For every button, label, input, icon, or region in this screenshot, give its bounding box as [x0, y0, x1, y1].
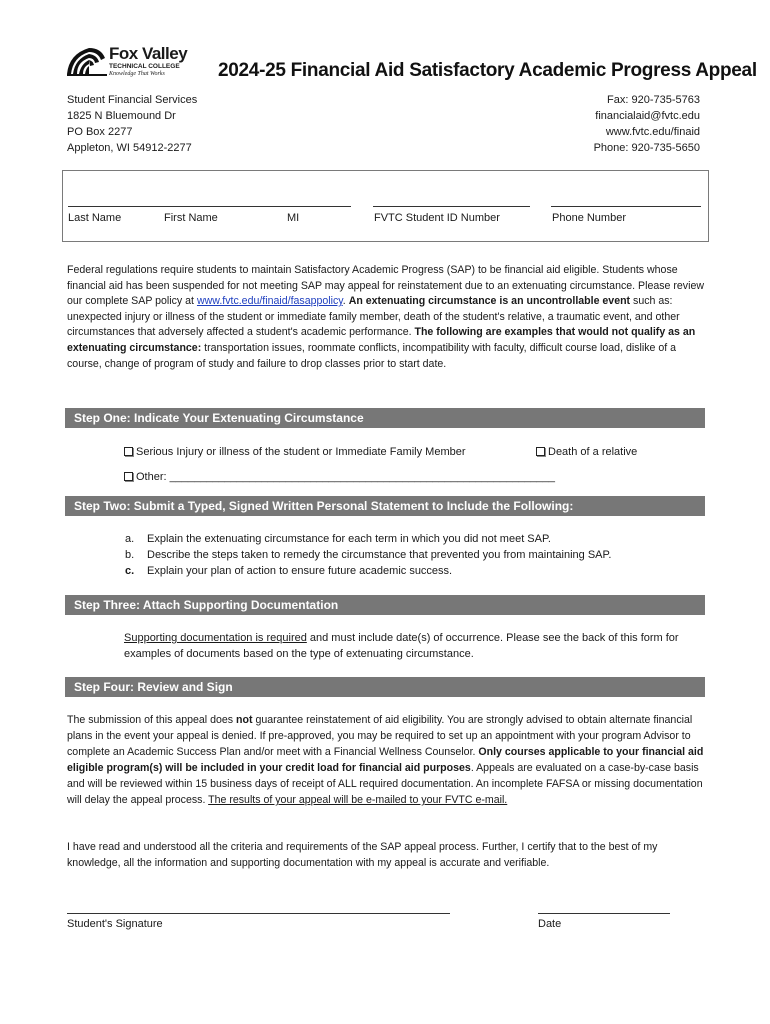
step-three-header: Step Three: Attach Supporting Documentation: [65, 595, 705, 615]
sap-policy-link[interactable]: www.fvtc.edu/finaid/fasappolicy: [196, 295, 343, 308]
list-marker: a.: [125, 533, 135, 545]
review-text: . Appeals are evaluated on a case-by-case basis and will be reviewed within 15 business days of receipt of ALL required documentation. An incomplete FAFSA or missing documentation will delay the appeal process.: [67, 762, 703, 806]
option-death-relative[interactable]: [536, 446, 637, 458]
option-other[interactable]: [124, 471, 555, 483]
list-marker: c.: [125, 565, 135, 577]
intro-text: such as: unexpected injury or illness of the student or immediate family member, death of the student's relative, a traumatic event, and other circumstances that adversely affected a student's academic performance.: [67, 295, 680, 339]
mi-label: MI: [287, 212, 300, 224]
signature-label: Student's Signature: [67, 918, 163, 930]
logo-subtitle: TECHNICAL COLLEGE: [109, 63, 180, 70]
date-label: Date: [538, 918, 562, 930]
phone-number: Phone: 920-735-5650: [593, 142, 700, 154]
website: www.fvtc.edu/finaid: [605, 126, 700, 138]
list-marker: b.: [125, 549, 135, 561]
intro-bold-text: An extenuating circumstance is an uncontrollable event: [348, 295, 631, 308]
option-injury-illness[interactable]: [124, 446, 466, 458]
contact-info: [594, 92, 700, 156]
review-text: guarantee reinstatement of aid eligibility. You are strongly advised to obtain alternate financial plans in the event your appeal is denied. If pre-approved, you may be required to set up an appointment with your program Advisor to complete an Academic Success Plan and/or meet with a Financial Wellness Counselor.: [67, 714, 693, 758]
email-address: financialaid@fvtc.edu: [595, 110, 700, 122]
address-line: Appleton, WI 54912-2277: [67, 142, 192, 154]
documentation-text: and must include date(s) of occurrence. Please see the back of this form for examples of documents based on the type of extenuating circumstance.: [124, 632, 679, 660]
address-line: PO Box 2277: [67, 126, 133, 138]
logo-tagline: Knowledge That Works: [109, 71, 165, 77]
student-info-box: [62, 170, 709, 242]
results-email-text: The results of your appeal will be e-mailed to your FVTC e-mail.: [208, 794, 508, 806]
name-field-line[interactable]: [68, 206, 351, 207]
documentation-paragraph: [124, 630, 704, 662]
list-item-text: Describe the steps taken to remedy the circumstance that prevented you from maintaining SAP.: [147, 549, 612, 561]
fox-valley-logo: [67, 44, 202, 84]
option-label: Serious Injury or illness of the student or Immediate Family Member: [136, 446, 466, 458]
logo-name: Fox Valley: [109, 44, 188, 63]
address-line: 1825 N Bluemound Dr: [67, 110, 176, 122]
option-label: Other: _______________________________________________________________: [136, 471, 556, 483]
review-text: The submission of this appeal does: [67, 714, 237, 726]
step-four-header: Step Four: Review and Sign: [65, 677, 705, 697]
fax-number: Fax: 920-735-5763: [607, 94, 700, 106]
office-address: [67, 92, 197, 156]
documentation-required-text: Supporting documentation is required: [124, 632, 307, 644]
date-line[interactable]: [538, 913, 670, 914]
student-id-field-line[interactable]: [373, 206, 530, 207]
step-one-header: Step One: Indicate Your Extenuating Circumstance: [65, 408, 705, 428]
last-name-label: Last Name: [68, 212, 122, 224]
intro-text: .: [342, 295, 349, 308]
list-item: [125, 547, 611, 563]
checkbox-icon[interactable]: [124, 447, 133, 456]
checkbox-icon[interactable]: [536, 447, 545, 456]
first-name-label: First Name: [164, 212, 218, 224]
page-title: 2024-25 Financial Aid Satisfactory Academic Progress Appeal: [218, 60, 757, 81]
phone-label: Phone Number: [552, 212, 626, 224]
list-item-text: Explain your plan of action to ensure future academic success.: [147, 565, 453, 577]
address-line: Student Financial Services: [67, 94, 198, 106]
checkbox-icon[interactable]: [124, 472, 133, 481]
intro-text: transportation issues, roommate conflicts, incompatibility with faculty, difficult course load, dislike of a course, change of program of study and failure to drop classes prior to start date.: [67, 341, 677, 370]
list-item-text: Explain the extenuating circumstance for each term in which you did not meet SAP.: [147, 533, 551, 545]
review-paragraph: [67, 712, 707, 808]
option-label: Death of a relative: [548, 446, 638, 458]
intro-text: Federal regulations require students to maintain Satisfactory Academic Progress (SAP) to be financial aid eligible. Students whose financial aid has been suspended for not meeting SAP may appeal for reinstatement due to an extenuating circumstance. Please review our complete SAP policy at: [67, 264, 704, 308]
step-two-header: Step Two: Submit a Typed, Signed Written Personal Statement to Include the Following:: [65, 496, 705, 516]
phone-field-line[interactable]: [551, 206, 701, 207]
review-bold-text: not: [236, 714, 253, 726]
certification-paragraph: I have read and understood all the criteria and requirements of the SAP appeal process. Further, I certify that to the best of my knowledge, all the information and supporting documentation with my appeal is accurate and verifiable.: [67, 841, 658, 869]
intro-paragraph: [67, 263, 707, 372]
intro-bold-text: The following are examples that would not qualify as an extenuating circumstance:: [67, 326, 696, 354]
statement-requirements-list: [125, 531, 611, 579]
list-item: [125, 563, 611, 579]
student-id-label: FVTC Student ID Number: [374, 212, 500, 224]
review-bold-text: Only courses applicable to your financial aid eligible program(s) will be included in your credit load for financial aid purposes: [67, 746, 704, 774]
list-item: [125, 531, 611, 547]
signature-line[interactable]: [67, 913, 450, 914]
